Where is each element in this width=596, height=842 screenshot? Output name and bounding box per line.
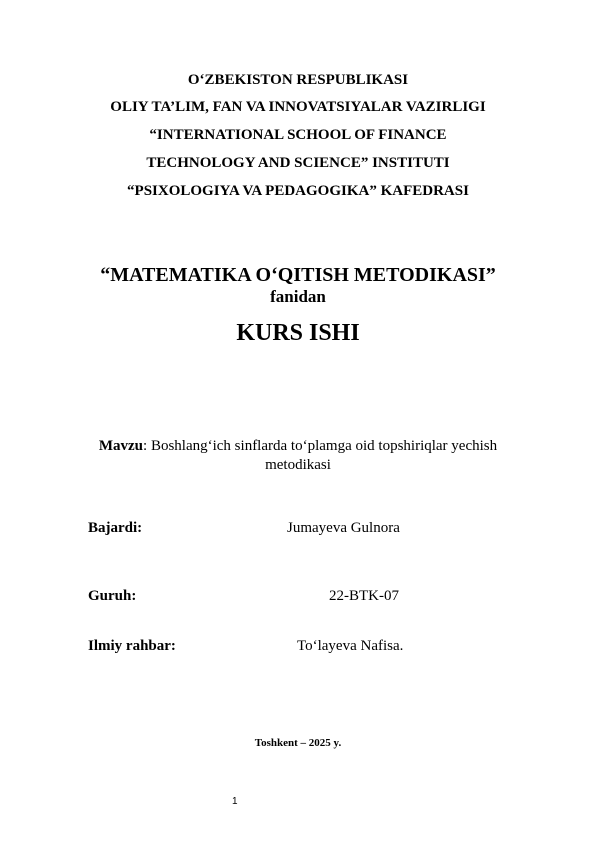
advisor-label: Ilmiy rahbar: xyxy=(88,638,176,654)
institute-name-line2: TECHNOLOGY AND SCIENCE” INSTITUTI xyxy=(146,155,450,171)
topic-line1 xyxy=(0,438,596,455)
institute-name-line1: “INTERNATIONAL SCHOOL OF FINANCE xyxy=(149,127,447,143)
performer-name: Jumayeva Gulnora xyxy=(287,520,400,536)
advisor-name: To‘layeva Nafisa. xyxy=(297,638,404,654)
country-name: O‘ZBEKISTON RESPUBLIKASI xyxy=(187,72,409,88)
performer-label: Bajardi: xyxy=(88,520,143,536)
subject-suffix: fanidan xyxy=(270,287,326,306)
ministry-name: OLIY TA’LIM, FAN VA INNOVATSIYALAR VAZIRLIGI xyxy=(110,99,486,115)
group-value: 22-BTK-07 xyxy=(329,588,399,604)
topic-line2: metodikasi xyxy=(265,457,331,473)
page-number: 1 xyxy=(232,796,238,807)
topic-label: Mavzu xyxy=(98,438,144,454)
work-type-title: KURS ISHI xyxy=(236,320,360,346)
group-label: Guruh: xyxy=(88,588,137,604)
department-name: “PSIXOLOGIYA VA PEDAGOGIKA” KAFEDRASI xyxy=(127,183,469,199)
subject-title: “MATEMATIKA O‘QITISH METODIKASI” xyxy=(100,264,496,286)
city-year: Toshkent – 2025 y. xyxy=(254,737,342,749)
topic-text: : Boshlang‘ich sinflarda to‘plamga oid topshiriqlar yechish xyxy=(143,438,498,454)
